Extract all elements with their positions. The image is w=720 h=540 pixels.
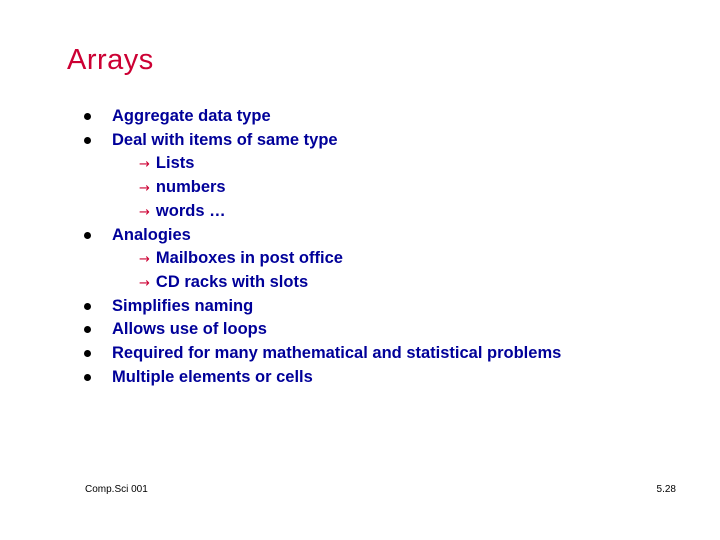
bullet-text: numbers: [155, 178, 226, 196]
right-arrow-icon: →: [139, 181, 150, 196]
bullet-dot-icon: [84, 303, 91, 310]
bullet-text: Aggregate data type: [112, 107, 271, 125]
bullet-item: [112, 341, 561, 365]
bullet-item: [112, 317, 267, 341]
bullet-text: words …: [155, 202, 226, 220]
sub-bullet-item: [139, 175, 226, 199]
sub-bullet-item: [139, 151, 194, 175]
bullet-text: CD racks with slots: [155, 273, 309, 291]
right-arrow-icon: →: [139, 252, 150, 267]
bullet-dot-icon: [84, 113, 91, 120]
slide-title: Arrays: [67, 44, 154, 76]
bullet-text: Analogies: [112, 226, 191, 244]
sub-bullet-item: [139, 246, 343, 270]
bullet-text: Lists: [155, 154, 195, 172]
sub-bullet-item: [139, 270, 308, 294]
bullet-text: Multiple elements or cells: [112, 368, 313, 386]
bullet-item: [112, 365, 313, 389]
bullet-item: [112, 128, 338, 152]
bullet-dot-icon: [84, 232, 91, 239]
right-arrow-icon: →: [139, 276, 150, 291]
sub-bullet-item: [139, 199, 226, 223]
bullet-item: [112, 294, 253, 318]
footer-page-number: 5.28: [656, 484, 676, 495]
bullet-text: Required for many mathematical and statistical problems: [112, 344, 562, 362]
bullet-text: Deal with items of same type: [112, 131, 338, 149]
footer-course: Comp.Sci 001: [85, 484, 148, 495]
right-arrow-icon: →: [139, 205, 150, 220]
right-arrow-icon: →: [139, 157, 150, 172]
bullet-text: Simplifies naming: [112, 297, 254, 315]
bullet-item: [112, 223, 191, 247]
bullet-dot-icon: [84, 326, 91, 333]
bullet-text: Mailboxes in post office: [155, 249, 343, 267]
bullet-dot-icon: [84, 137, 91, 144]
bullet-text: Allows use of loops: [112, 320, 267, 338]
bullet-item: [112, 104, 271, 128]
bullet-dot-icon: [84, 350, 91, 357]
bullet-dot-icon: [84, 374, 91, 381]
